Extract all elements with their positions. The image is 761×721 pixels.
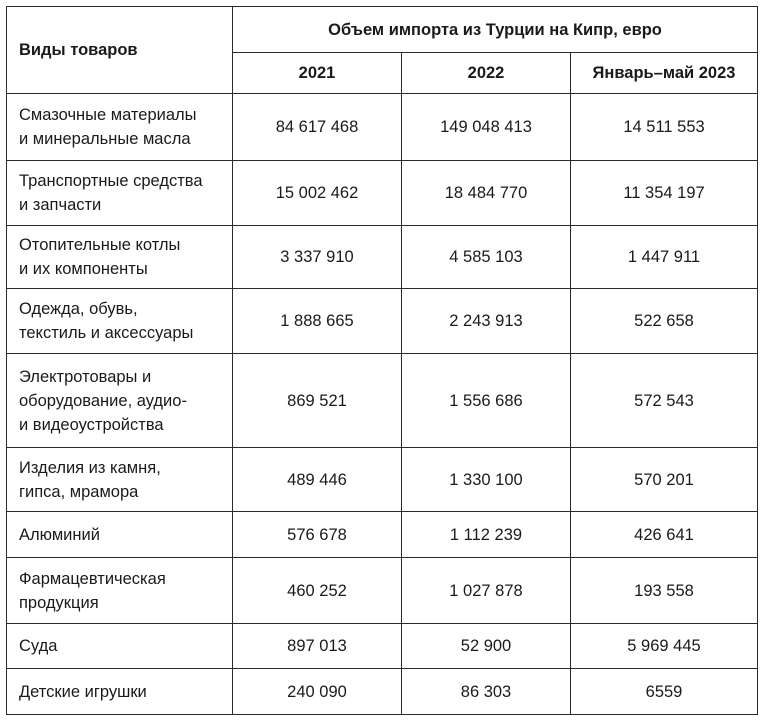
category-cell [7, 94, 233, 161]
value-cell: 84 617 468 [233, 94, 402, 161]
category-label-line: Алюминий [19, 525, 100, 544]
value-cell: 1 556 686 [402, 354, 571, 448]
value-cell: 576 678 [233, 512, 402, 558]
value-cell: 3 337 910 [233, 226, 402, 289]
category-label-line: Суда [19, 637, 58, 655]
category-label-line: текстиль и аксессуары [19, 324, 194, 342]
table-row [7, 669, 758, 715]
value-cell: 11 354 197 [571, 161, 758, 226]
category-cell [7, 669, 233, 715]
category-cell [7, 558, 233, 624]
value-cell: 18 484 770 [402, 161, 571, 226]
category-label-line: продукция [19, 593, 99, 612]
import-table [6, 6, 758, 715]
table-title: Объем импорта из Турции на Кипр, евро [233, 7, 758, 53]
category-cell [7, 354, 233, 448]
category-label-line: Отопительные котлы [19, 236, 181, 254]
category-cell [7, 226, 233, 289]
value-cell: 6559 [571, 669, 758, 715]
value-cell: 897 013 [233, 624, 402, 669]
value-cell: 193 558 [571, 558, 758, 624]
category-cell [7, 624, 233, 669]
table-row [7, 448, 758, 512]
value-cell: 2 243 913 [402, 289, 571, 354]
value-cell: 52 900 [402, 624, 571, 669]
value-cell: 14 511 553 [571, 94, 758, 161]
category-cell [7, 289, 233, 354]
value-cell: 5 969 445 [571, 624, 758, 669]
value-cell: 149 048 413 [402, 94, 571, 161]
table-body [7, 94, 758, 715]
category-cell [7, 161, 233, 226]
value-cell: 1 330 100 [402, 448, 571, 512]
value-cell: 1 447 911 [571, 226, 758, 289]
category-label-line: и их компоненты [19, 260, 148, 278]
value-cell: 1 027 878 [402, 558, 571, 624]
table-row [7, 624, 758, 669]
category-label-line: Одежда, обувь, [19, 300, 138, 318]
category-header: Виды товаров [7, 7, 233, 94]
category-cell [7, 448, 233, 512]
column-header: 2021 [233, 53, 402, 94]
table-row [7, 558, 758, 624]
value-cell: 489 446 [233, 448, 402, 512]
table-row [7, 161, 758, 226]
value-cell: 570 201 [571, 448, 758, 512]
value-cell: 522 658 [571, 289, 758, 354]
table-row [7, 354, 758, 448]
value-cell: 426 641 [571, 512, 758, 558]
category-label-line: и запчасти [19, 196, 102, 214]
value-cell: 86 303 [402, 669, 571, 715]
column-header: 2022 [402, 53, 571, 94]
category-label-line: и минеральные масла [19, 130, 191, 148]
value-cell: 1 112 239 [402, 512, 571, 558]
column-header: Январь–май 2023 [571, 53, 758, 94]
category-label-line: гипса, мрамора [19, 482, 139, 501]
table-row [7, 289, 758, 354]
table-row [7, 94, 758, 161]
value-cell: 572 543 [571, 354, 758, 448]
value-cell: 1 888 665 [233, 289, 402, 354]
value-cell: 15 002 462 [233, 161, 402, 226]
category-label-line: оборудование, аудио- [19, 391, 187, 410]
category-cell [7, 512, 233, 558]
category-label-line: и видеоустройства [19, 415, 164, 434]
category-label-line: Изделия из камня, [19, 458, 161, 477]
table-row [7, 226, 758, 289]
category-label-line: Транспортные средства [19, 172, 203, 190]
value-cell: 240 090 [233, 669, 402, 715]
value-cell: 4 585 103 [402, 226, 571, 289]
table-row [7, 512, 758, 558]
category-label-line: Фармацевтическая [19, 569, 166, 588]
value-cell: 460 252 [233, 558, 402, 624]
category-label-line: Смазочные материалы [19, 106, 197, 124]
category-label-line: Детские игрушки [19, 682, 147, 701]
category-label-line: Электротовары и [19, 367, 152, 386]
value-cell: 869 521 [233, 354, 402, 448]
